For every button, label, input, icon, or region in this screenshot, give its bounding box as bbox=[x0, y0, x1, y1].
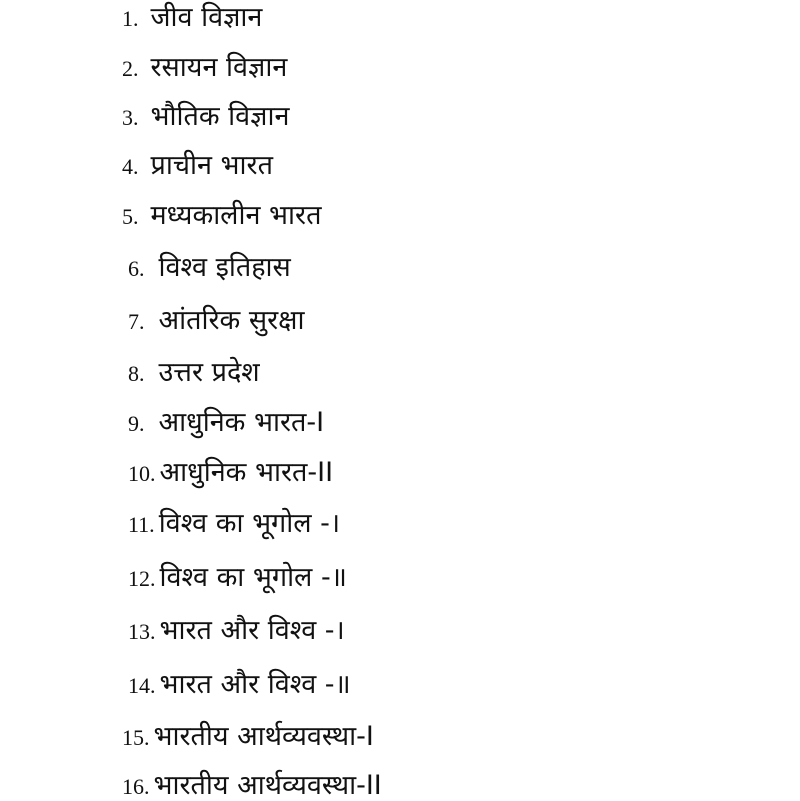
item-text: जीव विज्ञान bbox=[150, 2, 263, 33]
list-item-1 bbox=[122, 4, 262, 31]
item-text: भारत और विश्व -। bbox=[159, 615, 345, 646]
list-item-8 bbox=[128, 359, 260, 386]
item-text: आंतरिक सुरक्षा bbox=[158, 305, 305, 336]
item-text: विश्व का भूगोल -। bbox=[158, 508, 341, 539]
item-number: 5. bbox=[122, 204, 139, 229]
item-number: 3. bbox=[122, 105, 139, 130]
item-number: 4. bbox=[122, 154, 139, 179]
item-text: भारतीय आर्थव्यवस्था-II bbox=[153, 770, 382, 801]
item-text: आधुनिक भारत-II bbox=[159, 457, 334, 488]
list-item-15 bbox=[122, 723, 374, 750]
item-text: रसायन विज्ञान bbox=[150, 52, 288, 83]
item-number: 11. bbox=[128, 512, 155, 537]
item-number: 9. bbox=[128, 411, 145, 436]
item-text: भौतिक विज्ञान bbox=[150, 101, 290, 132]
list-item-13 bbox=[128, 617, 345, 644]
list-item-9 bbox=[128, 409, 324, 436]
item-number: 15. bbox=[122, 725, 150, 750]
item-number: 14. bbox=[128, 673, 156, 698]
item-text: विश्व इतिहास bbox=[158, 252, 291, 283]
list-item-3 bbox=[122, 103, 289, 130]
list-item-12 bbox=[128, 564, 347, 591]
item-text: भारत और विश्व -॥ bbox=[159, 669, 351, 700]
item-text: उत्तर प्रदेश bbox=[158, 357, 260, 388]
list-item-4 bbox=[122, 152, 273, 179]
list-item-5 bbox=[122, 202, 321, 229]
item-number: 16. bbox=[122, 774, 150, 799]
list-item-2 bbox=[122, 54, 287, 81]
item-number: 1. bbox=[122, 6, 139, 31]
item-text: आधुनिक भारत-I bbox=[158, 407, 325, 438]
list-item-16 bbox=[122, 772, 382, 799]
item-number: 6. bbox=[128, 256, 145, 281]
item-text: प्राचीन भारत bbox=[150, 150, 273, 181]
item-number: 10. bbox=[128, 461, 156, 486]
item-number: 8. bbox=[128, 361, 145, 386]
list-item-14 bbox=[128, 671, 351, 698]
item-number: 7. bbox=[128, 309, 145, 334]
item-number: 12. bbox=[128, 566, 156, 591]
list-item-7 bbox=[128, 307, 305, 334]
list-item-11 bbox=[128, 510, 340, 537]
item-number: 13. bbox=[128, 619, 156, 644]
item-text: मध्यकालीन भारत bbox=[150, 200, 322, 231]
item-text: भारतीय आर्थव्यवस्था-I bbox=[153, 721, 374, 752]
item-text: विश्व का भूगोल -॥ bbox=[159, 562, 347, 593]
list-item-6 bbox=[128, 254, 291, 281]
item-number: 2. bbox=[122, 56, 139, 81]
list-item-10 bbox=[128, 459, 333, 486]
